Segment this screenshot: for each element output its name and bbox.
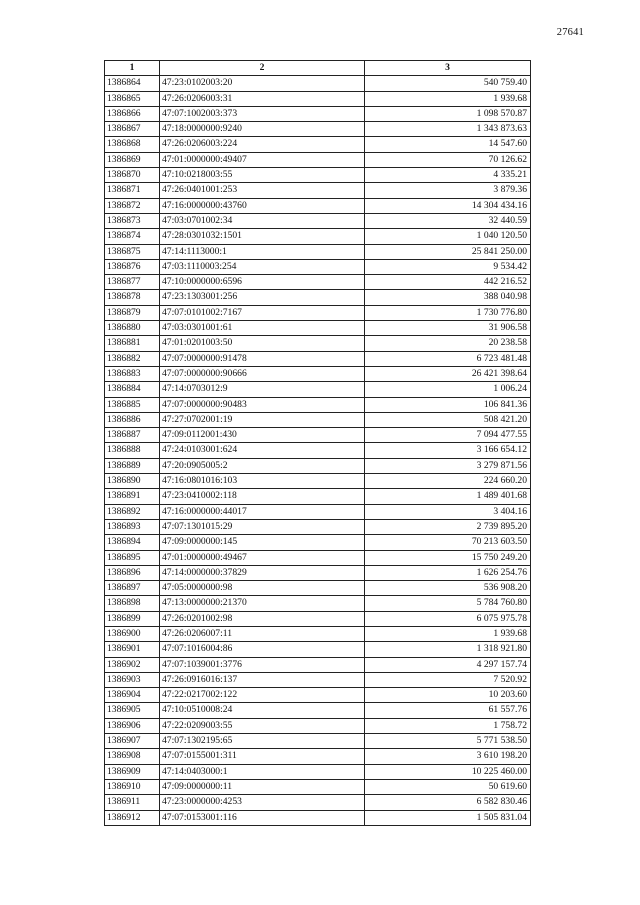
cadastral-number-cell: 47:09:0112001:430 — [160, 428, 365, 443]
table-row — [105, 688, 531, 703]
cadastral-number-cell: 47:07:1039001:3776 — [160, 657, 365, 672]
table-row — [105, 382, 531, 397]
table-row — [105, 474, 531, 489]
cadastral-number-cell: 47:26:0206003:31 — [160, 91, 365, 106]
table-row — [105, 198, 531, 213]
table-row — [105, 810, 531, 825]
cadastral-number-cell: 47:22:0209003:55 — [160, 718, 365, 733]
value-cell: 6 723 481.48 — [365, 351, 531, 366]
value-cell: 1 489 401.68 — [365, 489, 531, 504]
value-cell: 224 660.20 — [365, 474, 531, 489]
record-number-cell: 1386896 — [105, 565, 160, 580]
table-row — [105, 106, 531, 121]
record-number-cell: 1386873 — [105, 213, 160, 228]
cadastral-number-cell: 47:07:1302195:65 — [160, 734, 365, 749]
cadastral-number-cell: 47:13:0000000:21370 — [160, 596, 365, 611]
cadastral-number-cell: 47:14:1113000:1 — [160, 244, 365, 259]
value-cell: 1 343 873.63 — [365, 122, 531, 137]
table-row — [105, 366, 531, 381]
value-cell: 50 619.60 — [365, 779, 531, 794]
record-number-cell: 1386880 — [105, 321, 160, 336]
value-cell: 25 841 250.00 — [365, 244, 531, 259]
record-number-cell: 1386876 — [105, 259, 160, 274]
value-cell: 6 075 975.78 — [365, 611, 531, 626]
record-number-cell: 1386897 — [105, 581, 160, 596]
record-number-cell: 1386884 — [105, 382, 160, 397]
table-row — [105, 183, 531, 198]
record-number-cell: 1386879 — [105, 305, 160, 320]
table-row — [105, 275, 531, 290]
record-number-cell: 1386888 — [105, 443, 160, 458]
cadastral-number-cell: 47:16:0801016:103 — [160, 474, 365, 489]
value-cell: 3 879.36 — [365, 183, 531, 198]
table-row — [105, 489, 531, 504]
cadastral-number-cell: 47:10:0510008:24 — [160, 703, 365, 718]
table-row — [105, 672, 531, 687]
cadastral-number-cell: 47:23:0000000:4253 — [160, 795, 365, 810]
cadastral-number-cell: 47:23:0410002:118 — [160, 489, 365, 504]
column-header-1: 1 — [105, 61, 160, 76]
value-cell: 32 440.59 — [365, 213, 531, 228]
record-number-cell: 1386868 — [105, 137, 160, 152]
value-cell: 1 939.68 — [365, 626, 531, 641]
record-number-cell: 1386870 — [105, 168, 160, 183]
value-cell: 1 505 831.04 — [365, 810, 531, 825]
cadastral-number-cell: 47:07:0000000:91478 — [160, 351, 365, 366]
cadastral-number-cell: 47:07:1016004:86 — [160, 642, 365, 657]
cadastral-number-cell: 47:03:1110003:254 — [160, 259, 365, 274]
table-header-row — [105, 61, 531, 76]
table-row — [105, 504, 531, 519]
value-cell: 3 279 871.56 — [365, 458, 531, 473]
value-cell: 31 906.58 — [365, 321, 531, 336]
cadastral-number-cell: 47:01:0201003:50 — [160, 336, 365, 351]
record-number-cell: 1386881 — [105, 336, 160, 351]
record-number-cell: 1386902 — [105, 657, 160, 672]
cadastral-number-cell: 47:14:0703012:9 — [160, 382, 365, 397]
cadastral-number-cell: 47:05:0000000:98 — [160, 581, 365, 596]
value-cell: 508 421.20 — [365, 412, 531, 427]
value-cell: 10 225 460.00 — [365, 764, 531, 779]
value-cell: 1 318 921.80 — [365, 642, 531, 657]
value-cell: 3 610 198.20 — [365, 749, 531, 764]
record-number-cell: 1386885 — [105, 397, 160, 412]
cadastral-number-cell: 47:01:0000000:49467 — [160, 550, 365, 565]
table-row — [105, 321, 531, 336]
table-row — [105, 168, 531, 183]
table-row — [105, 91, 531, 106]
value-cell: 7 094 477.55 — [365, 428, 531, 443]
record-number-cell: 1386889 — [105, 458, 160, 473]
value-cell: 5 771 538.50 — [365, 734, 531, 749]
cadastral-number-cell: 47:03:0301001:61 — [160, 321, 365, 336]
value-cell: 10 203.60 — [365, 688, 531, 703]
cadastral-number-cell: 47:10:0218003:55 — [160, 168, 365, 183]
value-cell: 1 758.72 — [365, 718, 531, 733]
cadastral-number-cell: 47:26:0206007:11 — [160, 626, 365, 641]
value-cell: 540 759.40 — [365, 76, 531, 91]
table-row — [105, 229, 531, 244]
table-row — [105, 703, 531, 718]
record-number-cell: 1386875 — [105, 244, 160, 259]
record-number-cell: 1386887 — [105, 428, 160, 443]
record-number-cell: 1386895 — [105, 550, 160, 565]
value-cell: 536 908.20 — [365, 581, 531, 596]
table-row — [105, 137, 531, 152]
table-row — [105, 795, 531, 810]
table-row — [105, 122, 531, 137]
registry-table — [104, 60, 531, 826]
record-number-cell: 1386906 — [105, 718, 160, 733]
value-cell: 3 404.16 — [365, 504, 531, 519]
record-number-cell: 1386872 — [105, 198, 160, 213]
record-number-cell: 1386886 — [105, 412, 160, 427]
value-cell: 1 626 254.76 — [365, 565, 531, 580]
table-row — [105, 596, 531, 611]
cadastral-number-cell: 47:27:0702001:19 — [160, 412, 365, 427]
cadastral-number-cell: 47:23:0102003:20 — [160, 76, 365, 91]
record-number-cell: 1386907 — [105, 734, 160, 749]
record-number-cell: 1386912 — [105, 810, 160, 825]
cadastral-number-cell: 47:07:0000000:90666 — [160, 366, 365, 381]
table-row — [105, 734, 531, 749]
cadastral-number-cell: 47:07:0155001:311 — [160, 749, 365, 764]
value-cell: 14 547.60 — [365, 137, 531, 152]
cadastral-number-cell: 47:07:1002003:373 — [160, 106, 365, 121]
table-row — [105, 412, 531, 427]
cadastral-number-cell: 47:14:0000000:37829 — [160, 565, 365, 580]
cadastral-number-cell: 47:22:0217002:122 — [160, 688, 365, 703]
cadastral-number-cell: 47:09:0000000:11 — [160, 779, 365, 794]
value-cell: 70 213 603.50 — [365, 535, 531, 550]
value-cell: 20 238.58 — [365, 336, 531, 351]
record-number-cell: 1386869 — [105, 152, 160, 167]
table-row — [105, 718, 531, 733]
value-cell: 61 557.76 — [365, 703, 531, 718]
record-number-cell: 1386911 — [105, 795, 160, 810]
record-number-cell: 1386867 — [105, 122, 160, 137]
record-number-cell: 1386892 — [105, 504, 160, 519]
cadastral-number-cell: 47:24:0103001:624 — [160, 443, 365, 458]
value-cell: 2 739 895.20 — [365, 519, 531, 534]
table-row — [105, 749, 531, 764]
value-cell: 5 784 760.80 — [365, 596, 531, 611]
cadastral-number-cell: 47:07:0000000:90483 — [160, 397, 365, 412]
record-number-cell: 1386903 — [105, 672, 160, 687]
cadastral-number-cell: 47:07:0153001:116 — [160, 810, 365, 825]
table-row — [105, 550, 531, 565]
table-row — [105, 76, 531, 91]
table-row — [105, 213, 531, 228]
table-row — [105, 351, 531, 366]
record-number-cell: 1386864 — [105, 76, 160, 91]
record-number-cell: 1386883 — [105, 366, 160, 381]
value-cell: 3 166 654.12 — [365, 443, 531, 458]
value-cell: 9 534.42 — [365, 259, 531, 274]
cadastral-number-cell: 47:09:0000000:145 — [160, 535, 365, 550]
value-cell: 26 421 398.64 — [365, 366, 531, 381]
value-cell: 1 730 776.80 — [365, 305, 531, 320]
table-row — [105, 519, 531, 534]
table-row — [105, 290, 531, 305]
cadastral-number-cell: 47:16:0000000:43760 — [160, 198, 365, 213]
table-row — [105, 428, 531, 443]
table-row — [105, 626, 531, 641]
record-number-cell: 1386894 — [105, 535, 160, 550]
cadastral-number-cell: 47:26:0206003:224 — [160, 137, 365, 152]
value-cell: 106 841.36 — [365, 397, 531, 412]
cadastral-number-cell: 47:10:0000000:6596 — [160, 275, 365, 290]
cadastral-number-cell: 47:18:0000000:9240 — [160, 122, 365, 137]
cadastral-number-cell: 47:26:0401001:253 — [160, 183, 365, 198]
record-number-cell: 1386908 — [105, 749, 160, 764]
record-number-cell: 1386900 — [105, 626, 160, 641]
table-row — [105, 764, 531, 779]
table-row — [105, 152, 531, 167]
table-row — [105, 443, 531, 458]
cadastral-number-cell: 47:20:0905005:2 — [160, 458, 365, 473]
cadastral-number-cell: 47:23:1303001:256 — [160, 290, 365, 305]
value-cell: 1 040 120.50 — [365, 229, 531, 244]
record-number-cell: 1386890 — [105, 474, 160, 489]
table-row — [105, 581, 531, 596]
table-row — [105, 244, 531, 259]
page-number: 27641 — [556, 27, 584, 38]
table-row — [105, 642, 531, 657]
table-row — [105, 397, 531, 412]
record-number-cell: 1386893 — [105, 519, 160, 534]
table-row — [105, 779, 531, 794]
table-row — [105, 535, 531, 550]
value-cell: 15 750 249.20 — [365, 550, 531, 565]
value-cell: 1 006.24 — [365, 382, 531, 397]
table-body — [105, 76, 531, 826]
record-number-cell: 1386878 — [105, 290, 160, 305]
record-number-cell: 1386910 — [105, 779, 160, 794]
cadastral-number-cell: 47:01:0000000:49407 — [160, 152, 365, 167]
record-number-cell: 1386865 — [105, 91, 160, 106]
value-cell: 1 098 570.87 — [365, 106, 531, 121]
table-row — [105, 565, 531, 580]
record-number-cell: 1386901 — [105, 642, 160, 657]
value-cell: 1 939.68 — [365, 91, 531, 106]
value-cell: 7 520.92 — [365, 672, 531, 687]
cadastral-number-cell: 47:14:0403000:1 — [160, 764, 365, 779]
record-number-cell: 1386891 — [105, 489, 160, 504]
record-number-cell: 1386874 — [105, 229, 160, 244]
value-cell: 4 335.21 — [365, 168, 531, 183]
record-number-cell: 1386899 — [105, 611, 160, 626]
record-number-cell: 1386898 — [105, 596, 160, 611]
table-row — [105, 305, 531, 320]
record-number-cell: 1386904 — [105, 688, 160, 703]
cadastral-number-cell: 47:28:0301032:1501 — [160, 229, 365, 244]
record-number-cell: 1386871 — [105, 183, 160, 198]
value-cell: 70 126.62 — [365, 152, 531, 167]
table-row — [105, 657, 531, 672]
column-header-3: 3 — [365, 61, 531, 76]
value-cell: 442 216.52 — [365, 275, 531, 290]
cadastral-number-cell: 47:16:0000000:44017 — [160, 504, 365, 519]
table-row — [105, 336, 531, 351]
value-cell: 4 297 157.74 — [365, 657, 531, 672]
record-number-cell: 1386909 — [105, 764, 160, 779]
table-row — [105, 611, 531, 626]
record-number-cell: 1386905 — [105, 703, 160, 718]
cadastral-number-cell: 47:07:0101002:7167 — [160, 305, 365, 320]
cadastral-number-cell: 47:26:0916016:137 — [160, 672, 365, 687]
table-row — [105, 259, 531, 274]
cadastral-number-cell: 47:07:1301015:29 — [160, 519, 365, 534]
column-header-2: 2 — [160, 61, 365, 76]
table-row — [105, 458, 531, 473]
cadastral-number-cell: 47:26:0201002:98 — [160, 611, 365, 626]
cadastral-number-cell: 47:03:0701002:34 — [160, 213, 365, 228]
record-number-cell: 1386866 — [105, 106, 160, 121]
record-number-cell: 1386882 — [105, 351, 160, 366]
value-cell: 14 304 434.16 — [365, 198, 531, 213]
value-cell: 388 040.98 — [365, 290, 531, 305]
value-cell: 6 582 830.46 — [365, 795, 531, 810]
record-number-cell: 1386877 — [105, 275, 160, 290]
